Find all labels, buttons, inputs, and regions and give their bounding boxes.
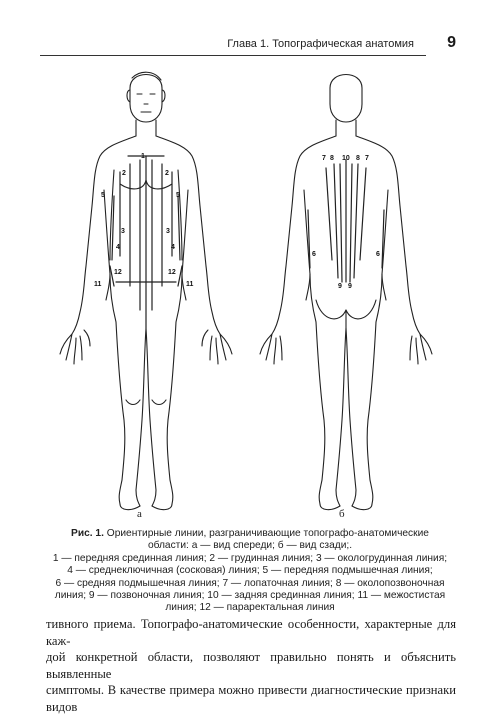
- back-label-9-left: 9: [338, 283, 342, 290]
- caption-line-6: линия; 9 — позвоночная линия; 10 — задняя срединная линия; 11 — межостистая: [54, 590, 446, 602]
- caption-prefix: Рис. 1.: [71, 528, 104, 539]
- back-label-7-right: 7: [365, 155, 369, 162]
- back-body-illustration: [260, 75, 432, 510]
- page-number: 9: [447, 34, 456, 51]
- front-label-4-left: 4: [116, 244, 120, 251]
- subfigure-label-b: б: [339, 508, 345, 520]
- caption-line-7: линия; 12 — параректальная линия: [165, 602, 335, 614]
- caption-line-1: Ориентирные линии, разграничивающие топографо-анатомические: [103, 528, 429, 539]
- back-label-9-right: 9: [348, 283, 352, 290]
- front-label-5-right: 5: [176, 192, 180, 199]
- caption-line-2: области: а — вид спереди; б — вид сзади;.: [147, 540, 353, 552]
- body-paragraph: [46, 616, 456, 716]
- chapter-title: Глава 1. Топографическая анатомия: [227, 38, 414, 50]
- front-label-1: 1: [141, 153, 145, 160]
- front-label-11-right: 11: [186, 281, 194, 288]
- caption-line-5: 6 — средняя подмышечная линия; 7 — лопаточная линия; 8 — околопозвоночная: [55, 577, 445, 589]
- front-label-3-right: 3: [166, 228, 170, 235]
- back-label-7-left: 7: [322, 155, 326, 162]
- front-orientation-lines: [110, 156, 182, 328]
- anatomy-figure: [40, 60, 460, 520]
- back-label-6-left: 6: [312, 251, 316, 258]
- back-label-8-right: 8: [356, 155, 360, 162]
- front-label-3-left: 3: [121, 228, 125, 235]
- header-rule: [40, 55, 426, 56]
- front-label-2-right: 2: [165, 170, 169, 177]
- caption-line-3: 1 — передняя срединная линия; 2 — грудинная линия; 3 — окологрудинная линия;: [52, 552, 448, 564]
- body-line-3: симптомы. В качестве примера можно привести диагностические признаки видов: [46, 683, 456, 714]
- front-label-5-left: 5: [101, 192, 105, 199]
- subfigure-label-a: а: [137, 508, 142, 520]
- back-label-8-left: 8: [330, 155, 334, 162]
- front-label-4-right: 4: [171, 244, 175, 251]
- body-line-2: дой конкретной области, позволяют правильно понять и объяснить выявленные: [46, 650, 456, 681]
- front-label-12-right: 12: [168, 269, 176, 276]
- front-label-11-left: 11: [94, 281, 102, 288]
- back-orientation-lines: [308, 160, 384, 282]
- front-label-12-left: 12: [114, 269, 122, 276]
- front-label-2-left: 2: [122, 170, 126, 177]
- body-line-1: тивного приема. Топографо-анатомические особенности, характерные для каж-: [46, 617, 456, 648]
- figure-caption: [46, 528, 454, 615]
- running-header: [40, 36, 456, 56]
- back-label-10: 10: [342, 155, 350, 162]
- back-label-6-right: 6: [376, 251, 380, 258]
- caption-line-4: 4 — среднеключичная (сосковая) линия; 5 — передняя подмышечная линия;: [67, 565, 433, 577]
